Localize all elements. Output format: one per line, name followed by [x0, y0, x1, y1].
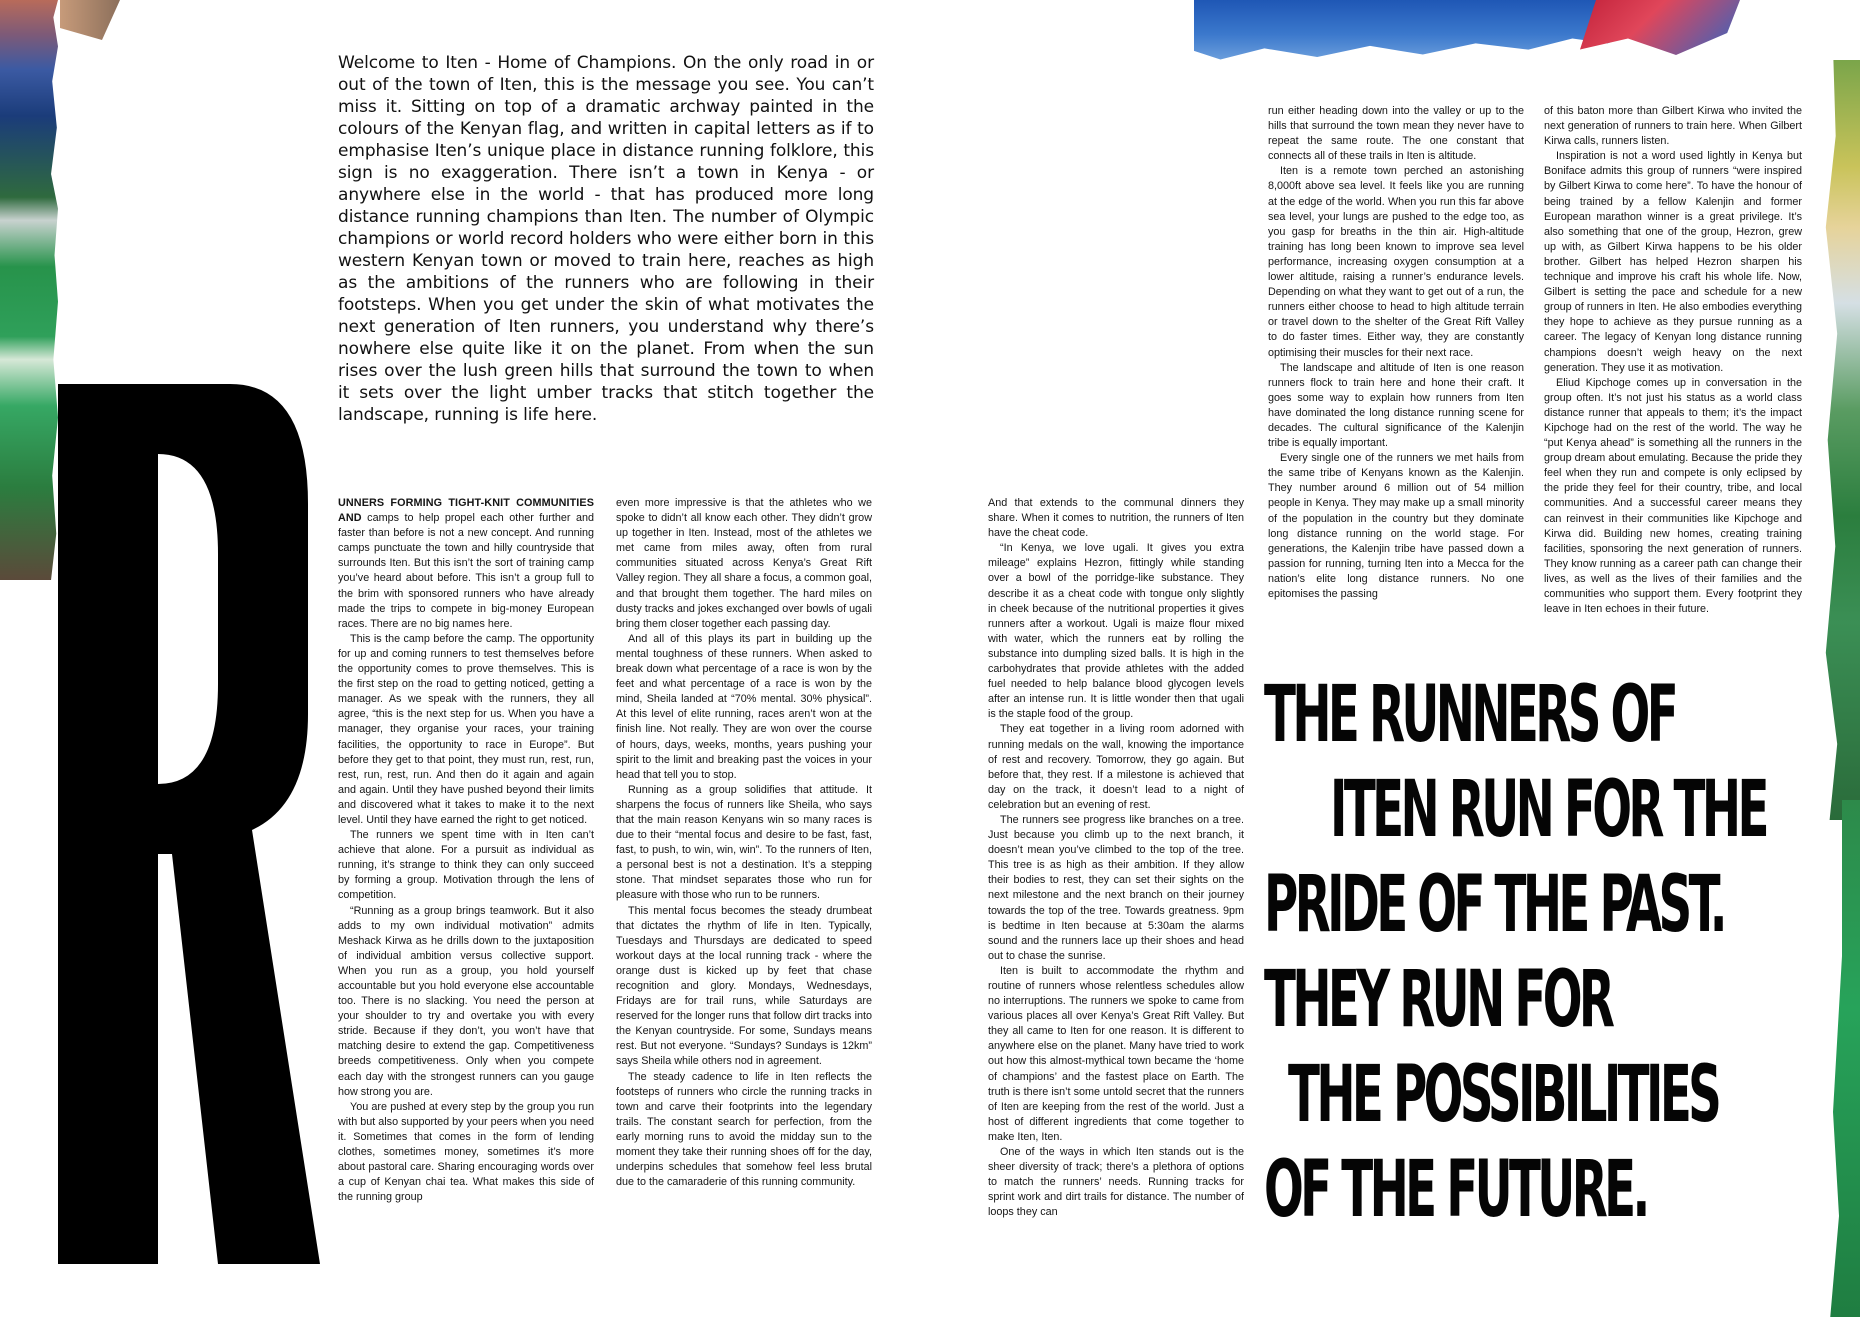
paragraph: Inspiration is not a word used lightly in Kenya but Boniface admits this group of runners “were inspired by Gilbert Kirwa to come here”. To have the honour of being trained by a fellow Kalenjin and former European marathon winner is a great privilege. It’s also something that one of the group, Hezron, grew up with, as Gilbert Kirwa happens to be his older brother. Gilbert has helped Hezron sharpen his technique and improve his craft his whole life. Now, Gilbert is setting the pace and schedule for a new group of runners in Iten. He also embodies everything they hope to achieve as they pursue running as a career. The legacy of Kenyan long distance running champions doesn’t weigh heavy on the next generation. They use it as motivation. — [1544, 150, 1802, 374]
lead-paragraph — [338, 496, 594, 632]
paragraph: The steady cadence to life in Iten reflects the footsteps of runners who circle the running tracks in town and carve their footprints into the legendary trails. The constant search for perfection, from the early morning runs to avoid the midday sun to the moment they take their running shoes off for the day, underpins schedules that somehow feel less brutal due to the camaraderie of this running community. — [616, 1070, 872, 1189]
paragraph: of this baton more than Gilbert Kirwa who invited the next generation of runners to train here. When Gilbert Kirwa calls, runners listen. — [1544, 105, 1802, 148]
collage-red-fragment — [1580, 0, 1740, 55]
body-column-1 — [338, 496, 594, 1205]
paragraph: Eliud Kipchoge comes up in conversation in the group often. It’s not just his status as a world class distance runner that appeals to them; it’s the impact Kipchoge had on the rest of the world. The way he “put Kenya ahead” is something all the runners in the group dream about emulating. Because the pride they feel when they run and compete is only eclipsed by the pride they feel for their country, tribe, and local communities. And a successful career means they can reinvest in their communities like Kipchoge and Kirwa did. Building new homes, creating training facilities, sponsoring the next generation of runners. They know running as a career path can change their lives, as well as the lives of their families and the communities who support them. Every footprint they leave in Iten echoes in their future. — [1544, 376, 1802, 616]
paragraph: One of the ways in which Iten stands out is the sheer diversity of track; there’s a plethora of options to match the runners’ needs. Running tracks for sprint work and dirt trails for distance. The number of loops they can — [988, 1146, 1244, 1219]
paragraph: Running as a group solidifies that attitude. It sharpens the focus of runners like Sheila, who says that the main reason Kenyans win so many races is due to their “mental focus and desire to be fast, fast, fast, to push, to win, win, win”. To the runners of Iten, a personal best is not a destination. It’s a stepping stone. That mindset separates those who run for pleasure with those who run to be runners. — [616, 783, 872, 902]
right-page — [930, 0, 1860, 1317]
drop-cap-letter — [30, 384, 320, 1264]
pull-quote-line: THEY RUN FOR — [1264, 955, 1612, 1045]
intro-paragraph: Welcome to Iten - Home of Champions. On the only road in or out of the town of Iten, this is the message you see. You can’t miss it. Sitting on top of a dramatic archway painted in the colours of the Kenyan flag, and written in capital letters as if to emphasise Iten’s unique place in distance running folklore, this sign is no exaggeration. There isn’t a town in Kenya - or anywhere else in the world - that has produced more long distance running champions than Iten. The number of Olympic champions or world record holders who were either born in this western Kenyan town or moved to train here, reaches as high as the ambitions of the runners who are following in their footsteps. When you get under the skin of what motivates the next generation of Iten runners, you understand why there’s nowhere else quite like it on the planet. From when the sun rises over the lush green hills that surround the town to when it sets over the light umber tracks that stitch together the landscape, running is life here. — [338, 53, 874, 425]
paragraph: And all of this plays its part in building up the mental toughness of these runners. When asked to break down what percentage of a race is won by the feet and what percentage of a race is won by the mind, Sheila landed at “70% mental. 30% physical”. At this level of elite running, races aren’t won at the finish line. Not really. They are won over the course of hours, days, weeks, months, years pushing your spirit to the limit and breaking past the voices in your head that tell you to stop. — [616, 632, 872, 781]
collage-edge-strip — [1822, 60, 1860, 820]
paragraph: run either heading down into the valley or up to the hills that surround the town mean they never have to repeat the same route. The one constant that connects all of these trails in Iten is altitude. — [1268, 105, 1524, 163]
paragraph: Iten is a remote town perched an astonishing 8,000ft above sea level. It feels like you are running at the edge of the world. When you run this far above sea level, your lungs are pushed to the edge too, as you gasp for breaths in the thin air. High-altitude training has long been known to improve sea level performance, increasing oxygen consumption at a lower altitude, raising a runner’s endurance levels. Depending on what they want to get out of a run, the runners either choose to head to high altitude terrain or travel down to the shelter of the Great Rift Valley to do faster times. Either way, they are constantly optimising their muscles for their next race. — [1268, 165, 1524, 359]
paragraph: The landscape and altitude of Iten is one reason runners flock to train here and hone their craft. It goes some way to explain how runners from Iten have dominated the long distance running scene for decades. The cultural significance of the Kalenjin tribe is equally important. — [1268, 361, 1524, 450]
paragraph: This is the camp before the camp. The opportunity for up and coming runners to test themselves before the opportunity comes to prove themselves. This is the first step on the road to getting noticed, getting a manager. As we speak with the runners, they all agree, “this is the next step for us. When you have a manager, they organise your races, your training facilities, the opportunity to race in Europe”. But before they get to that point, they must run, rest, run, rest, run, rest, run. And then do it again and again and again. Until they have pushed beyond their limits and discovered what it takes to make it to the next level. Until they have earned the right to get noticed. — [338, 632, 594, 826]
paragraph: Iten is built to accommodate the rhythm and routine of runners whose relentless schedules allow no interruptions. The runners we spoke to came from various places all over Kenya’s Great Rift Valley. But they all came to Iten for one reason. It is different to anywhere else on the planet. Many have tried to work out how this almost-mythical town became the ‘home of champions’ and the fastest place on Earth. The truth is there isn’t some untold secret that the runners of Iten are keeping from the rest of the world. Just a host of different ingredients that come together to make Iten, Iten. — [988, 964, 1244, 1143]
paragraph: The runners see progress like branches on a tree. Just because you climb up to the next branch, it doesn’t mean you’ve climbed to the top of the tree. This tree is as high as their ambition. If they allow their bodies to rest, they can set their sights on the next milestone and the next branch on their journey towards the top of the tree. Towards greatness. 9pm is bedtime in Iten because at 5:30am the alarms sound and the runners lace up their shoes and head out to chase the sunrise. — [988, 813, 1244, 962]
body-column-4 — [1268, 104, 1524, 602]
collage-edge-strip-lower — [1830, 800, 1860, 1317]
paragraph: You are pushed at every step by the group you run with but also supported by your peers when you need it. Sometimes that comes in the form of lending clothes, sometimes money, sometimes it’s more about pastoral care. Sharing encouraging words over a cup of Kenyan chai tea. What makes this side of the running group — [338, 1100, 594, 1204]
lead-text: camps to help propel each other further and faster than before is not a new concept. And running camps punctuate the town and hilly countryside that surrounds Iten. But this isn’t the sort of training camp you’ve heard about before. This isn’t a group full to the brim with sponsored runners who have already made the trips to compete in big-money European races. There are no big names here. — [338, 512, 594, 630]
body-column-2 — [616, 496, 872, 1190]
paragraph: They eat together in a living room adorned with running medals on the wall, knowing the importance of rest and recovery. Tomorrow, they go again. But before that, they rest. If a milestone is achieved that day on the track, it doesn’t lead to a night of celebration but an evening of rest. — [988, 723, 1244, 811]
body-column-3 — [988, 496, 1244, 1221]
paragraph: Every single one of the runners we met hails from the same tribe of Kenyans known as the Kalenjin. They number around 6 million out of 54 million people in Kenya. They may make up a small minority of the population in the country but they dominate long distance running on the world stage. For generations, the Kalenjin tribe have passed down a passion for running, turning Iten into a Mecca for the nation’s elite long distance runners. No one epitomises the passing — [1268, 452, 1524, 600]
paragraph: “Running as a group brings teamwork. But it also adds to my own individual motivation” admits Meshack Kirwa as he drills down to the juxtaposition of individual ambition versus collective support. When you run as a group, you hold yourself accountable but you hold everyone else accountable too. There is no slacking. You need the person at your shoulder to try and overtake you with every stride. Because if they don’t, you won’t have that matching desire to extend the gap. Competitiveness breeds competitiveness. Only when you compete each day with the strongest runners can you gauge how strong you are. — [338, 904, 594, 1098]
pull-quote-line: THE RUNNERS OF — [1264, 670, 1676, 760]
paragraph: even more impressive is that the athletes who we spoke to didn’t all know each other. They didn’t grow up together in Iten. Instead, most of the athletes we met came from miles away, often from rural communities situated across Kenya’s Great Rift Valley region. They all share a focus, a common goal, and that brought them together. The hard miles on dusty tracks and jokes exchanged over bowls of ugali bring them closer together each passing day. — [616, 497, 872, 630]
pull-quote-line: PRIDE OF THE PAST. — [1264, 860, 1724, 950]
paragraph: “In Kenya, we love ugali. It gives you extra mileage” explains Hezron, fittingly while standing over a bowl of the porridge-like substance. They describe it as a cheat code with tongue only slightly in cheek because of the nutritional properties it gives runners after a workout. Ugali is maize flour mixed with water, which the runners eat by rolling the substance into dumpling sized balls. It is high in the carbohydrates that provide athletes with the added fuel needed to help balance blood glycogen levels after an intense run. It is little wonder then that ugali is the staple food of the group. — [988, 542, 1244, 721]
paragraph: This mental focus becomes the steady drumbeat that dictates the rhythm of life in Iten. Typically, Tuesdays and Thursdays are dedicated to speed workout days at the local running track - where the orange dust is kicked up by feet that chase recognition and glory. Mondays, Wednesdays, Fridays are for trail runs, while Saturdays are reserved for the longer runs that follow dirt tracks into the Kenyan countryside. For some, Sundays means rest. But not everyone. “Sundays? Sundays is 12km” says Sheila while others nod in agreement. — [616, 904, 872, 1068]
lead-in-caps: UNNERS FORMING TIGHT-KNIT COMMUNITIES AND — [338, 497, 594, 525]
drop-cap — [30, 384, 320, 1264]
pull-quote-line: ITEN RUN FOR THE — [1330, 765, 1766, 855]
paragraph: And that extends to the communal dinners they share. When it comes to nutrition, the runners of Iten have the cheat code. — [988, 497, 1244, 540]
collage-photo-fragment — [60, 0, 120, 40]
pull-quote-line: OF THE FUTURE. — [1264, 1145, 1647, 1235]
pull-quote — [1264, 668, 1766, 1238]
body-column-5 — [1544, 104, 1802, 617]
collage-sky-strip — [1194, 0, 1634, 62]
paragraph: The runners we spent time with in Iten can’t achieve that alone. For a pursuit as individual as running, it’s strange to think they can only succeed by forming a group. Motivation through the lens of competition. — [338, 829, 594, 902]
pull-quote-line: THE POSSIBILITIES — [1288, 1050, 1719, 1140]
